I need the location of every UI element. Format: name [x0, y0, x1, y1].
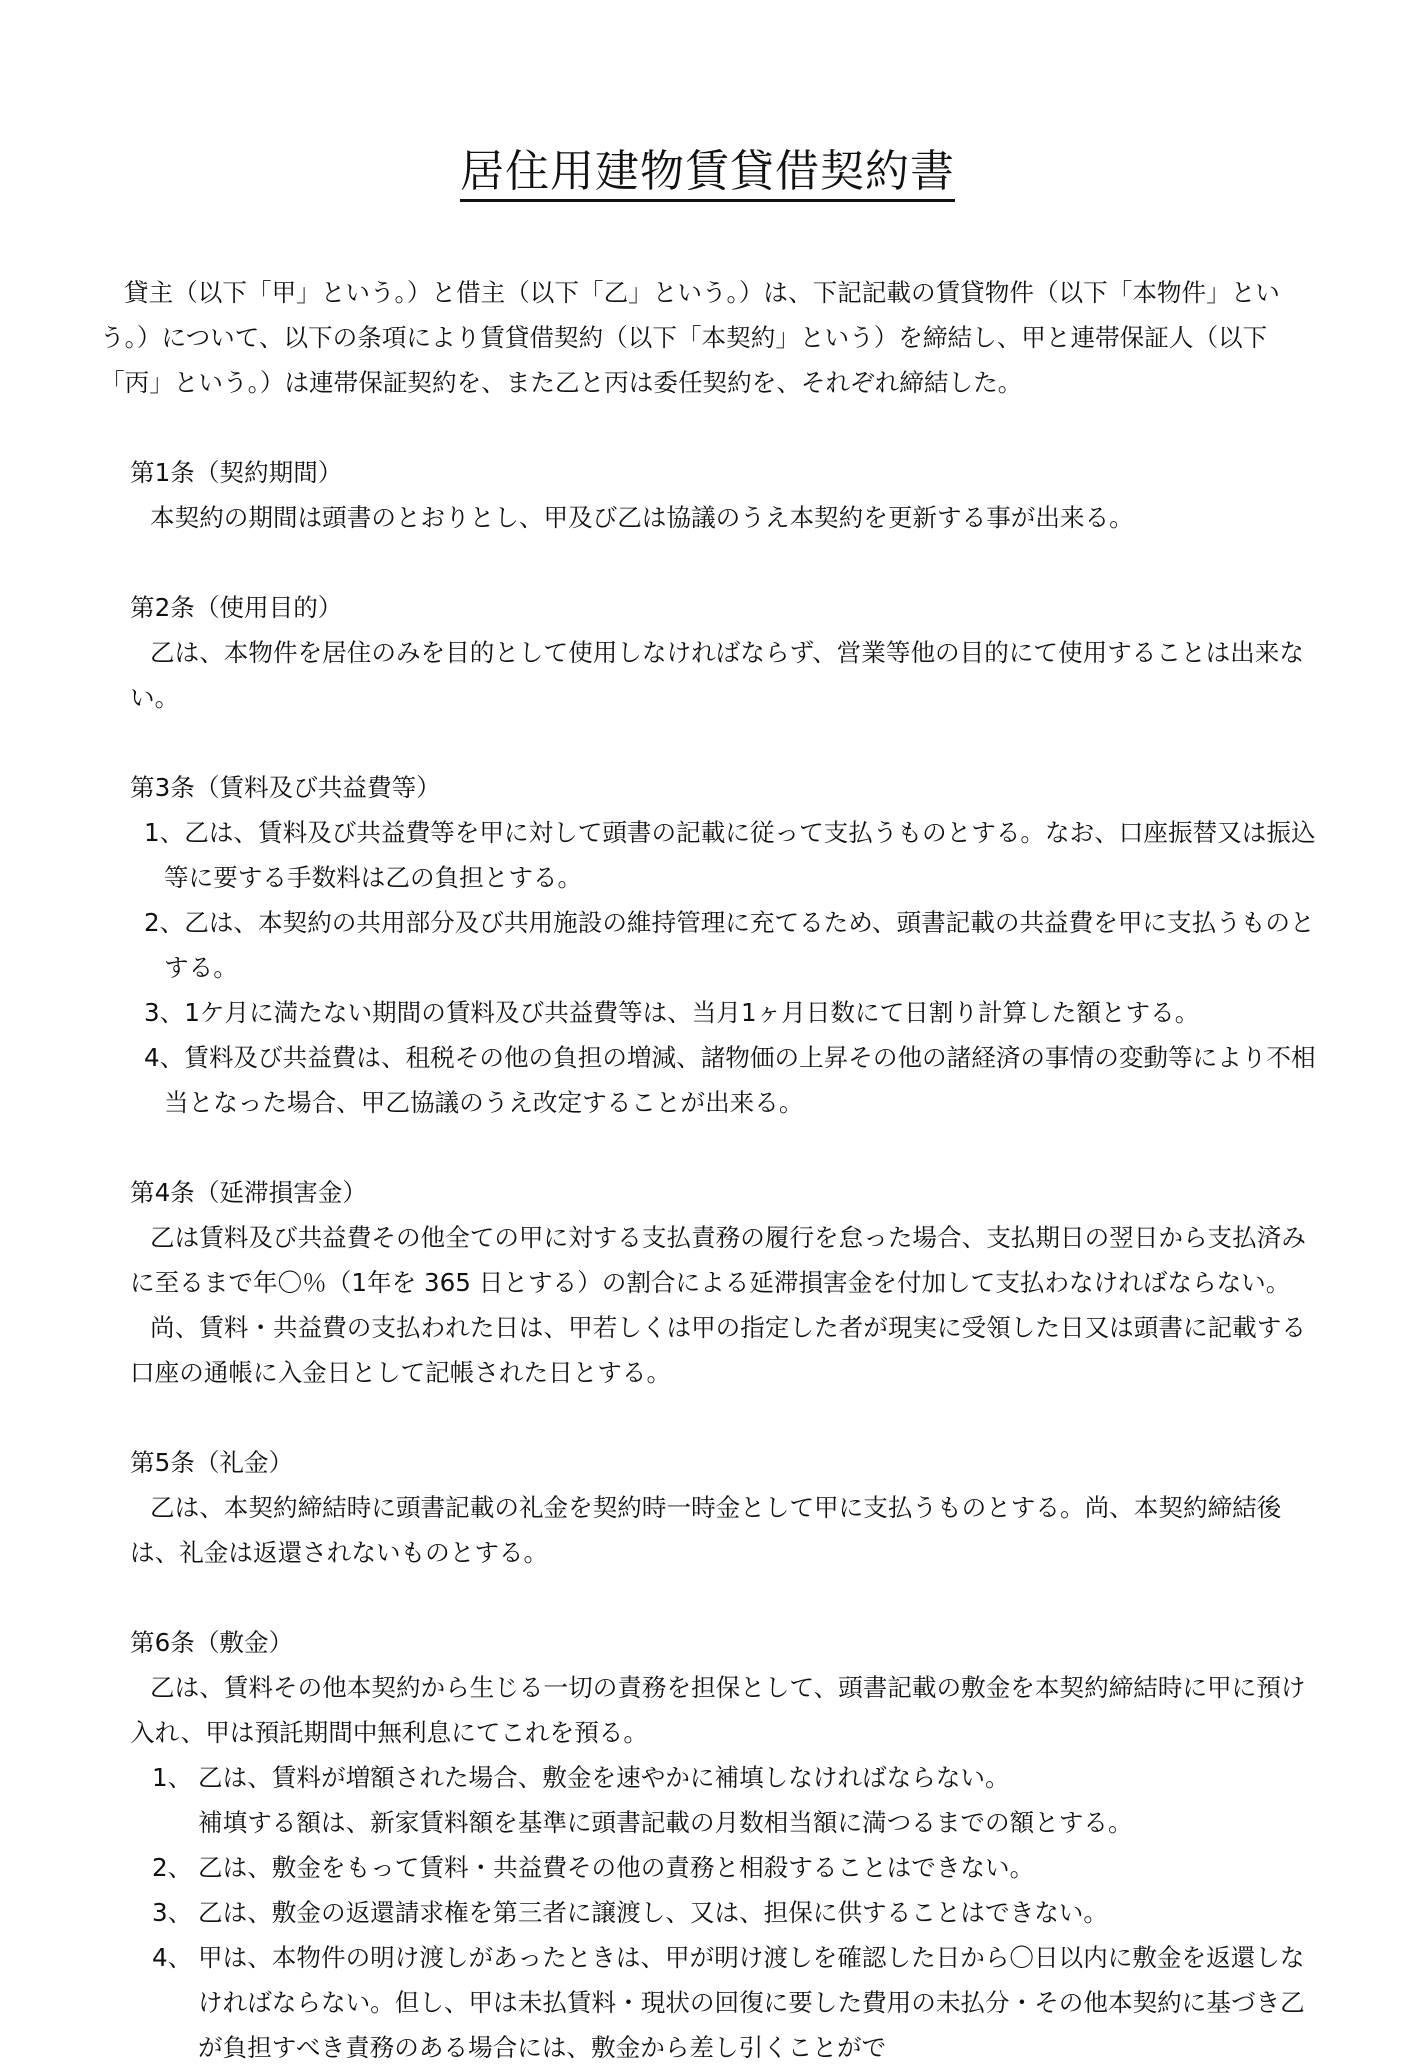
numbered-item	[130, 1800, 1325, 1845]
article-4	[100, 1170, 1325, 1395]
intro-paragraph: 貸主（以下「甲」という。）と借主（以下「乙」という。）は、下記記載の賃貸物件（以下「本物件」という。）について、以下の条項により賃貸借契約（以下「本契約」という）を締結し、甲と連帯保証人（以下「丙」という。）は連帯保証契約を、また乙と丙は委任契約を、それぞれ締結した。	[100, 278, 1280, 397]
item-text: 補填する額は、新家賃料額を基準に頭書記載の月数相当額に満つるまでの額とする。	[198, 1808, 1133, 1837]
item-text: 乙は、賃料が増額された場合、敷金を速やかに補填しなければならない。	[198, 1763, 1010, 1792]
article-2	[100, 585, 1325, 720]
article-item: 3、1ケ月に満たない期間の賃料及び共益費等は、当月1ヶ月日数にて日割り計算した額とする。	[144, 998, 1200, 1027]
article-heading: 第2条（使用目的）	[130, 593, 343, 622]
article-text: 乙は、本物件を居住のみを目的として使用しなければならず、営業等他の目的にて使用することは出来ない。	[130, 638, 1304, 712]
article-6	[100, 1620, 1325, 2070]
article-text: 乙は、賃料その他本契約から生じる一切の責務を担保として、頭書記載の敷金を本契約締結時に甲に預け入れ、甲は預託期間中無利息にてこれを預る。	[130, 1673, 1306, 1747]
item-text: 甲は、本物件の明け渡しがあったときは、甲が明け渡しを確認した日から〇日以内に敷金を返還しなければならない。但し、甲は未払賃料・現状の回復に要した費用の未払分・その他本契約に基づき乙が負担すべき責務のある場合には、敷金から差し引くことがで	[198, 1943, 1305, 2062]
article-5	[100, 1440, 1325, 1575]
article-heading: 第3条（賃料及び共益費等）	[130, 773, 441, 802]
article-text: 乙は、本契約締結時に頭書記載の礼金を契約時一時金として甲に支払うものとする。尚、本契約締結後は、礼金は返還されないものとする。	[130, 1493, 1282, 1567]
article-text: 乙は賃料及び共益費その他全ての甲に対する支払責務の履行を怠った場合、支払期日の翌日から支払済みに至るまで年〇％（1年を 365 日とする）の割合による延滞損害金を付加して支払わなければならない。	[130, 1223, 1306, 1297]
article-3	[100, 765, 1325, 1125]
item-number: 3、	[152, 1898, 193, 1927]
article-heading: 第1条（契約期間）	[130, 458, 343, 487]
item-number: 2、	[152, 1853, 193, 1882]
article-heading: 第4条（延滞損害金）	[130, 1178, 367, 1207]
article-heading: 第5条（礼金）	[130, 1448, 294, 1477]
item-text: 乙は、敷金をもって賃料・共益費その他の責務と相殺することはできない。	[198, 1853, 1035, 1882]
document-body	[100, 270, 1325, 2070]
item-text: 乙は、敷金の返還請求権を第三者に譲渡し、又は、担保に供することはできない。	[198, 1898, 1108, 1927]
article-1	[100, 450, 1325, 540]
article-item: 2、乙は、本契約の共用部分及び共用施設の維持管理に充てるため、頭書記載の共益費を甲に支払うものとする。	[144, 908, 1315, 982]
article-text: 本契約の期間は頭書のとおりとし、甲及び乙は協議のうえ本契約を更新する事が出来る。	[150, 503, 1134, 532]
numbered-item	[130, 1935, 1325, 2070]
article-item: 4、賃料及び共益費は、租税その他の負担の増減、諸物価の上昇その他の諸経済の事情の変動等により不相当となった場合、甲乙協議のうえ改定することが出来る。	[144, 1043, 1316, 1117]
numbered-item	[130, 1845, 1325, 1890]
item-number	[152, 1800, 198, 1845]
item-number: 1、	[152, 1763, 193, 1792]
numbered-item	[130, 1755, 1325, 1800]
document-title: 居住用建物賃貸借契約書	[0, 142, 1415, 202]
numbered-item	[130, 1890, 1325, 1935]
article-text: 尚、賃料・共益費の支払われた日は、甲若しくは甲の指定した者が現実に受領した日又は頭書に記載する口座の通帳に入金日として記帳された日とする。	[130, 1313, 1306, 1387]
item-number: 4、	[152, 1943, 193, 1972]
article-heading: 第6条（敷金）	[130, 1628, 294, 1657]
article-item: 1、乙は、賃料及び共益費等を甲に対して頭書の記載に従って支払うものとする。なお、口座振替又は振込等に要する手数料は乙の負担とする。	[144, 818, 1316, 892]
